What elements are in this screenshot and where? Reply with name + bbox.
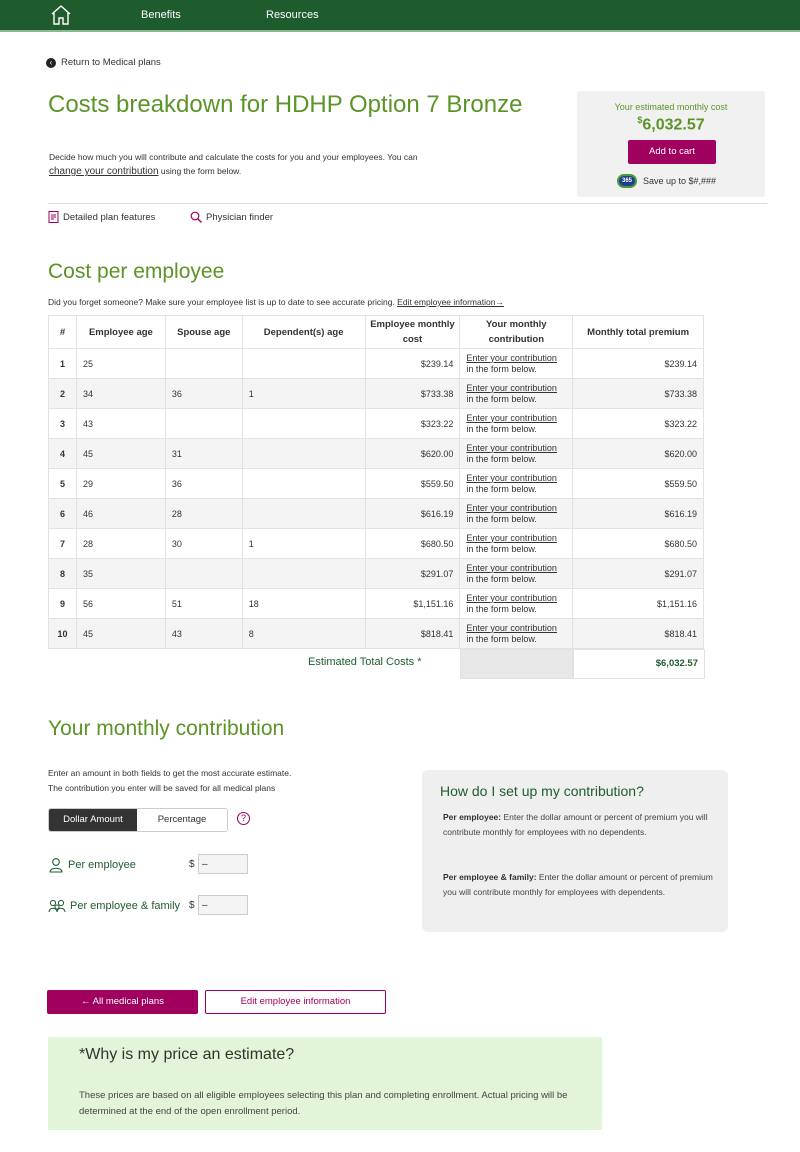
contribution-help-box (422, 770, 728, 932)
save-text: Save up to $#,### (643, 176, 717, 186)
document-icon (48, 211, 59, 223)
contribution-hint: in the form below. (466, 393, 537, 404)
contribution-hint: in the form below. (466, 573, 537, 584)
contribution-hint: in the form below. (466, 483, 537, 494)
total-premium: $323.22 (573, 409, 704, 439)
table-row (49, 529, 704, 559)
contribution-cell (460, 499, 573, 529)
per-employee-input[interactable] (198, 854, 248, 874)
nav-benefits[interactable]: Benefits (141, 9, 181, 21)
physician-finder-label: Physician finder (206, 211, 274, 223)
cost-section-title: Cost per employee (48, 260, 225, 283)
arrow-left-circle-icon: ‹ (46, 58, 56, 68)
plan-features-label: Detailed plan features (63, 211, 156, 223)
dependent-age: 8 (242, 619, 365, 649)
contribution-hint: in the form below. (466, 453, 537, 464)
table-header-row (49, 316, 704, 349)
spouse-age: 30 (165, 529, 242, 559)
estimate-amount (577, 115, 765, 134)
plan-features-link[interactable] (48, 211, 155, 223)
employee-cost: $733.38 (365, 379, 460, 409)
nav-resources[interactable]: Resources (266, 9, 319, 21)
contribution-hint: in the form below. (466, 513, 537, 524)
spouse-age: 28 (165, 499, 242, 529)
employee-age: 28 (76, 529, 165, 559)
col-header: Employee monthly cost (365, 316, 460, 349)
table-row (49, 439, 704, 469)
col-header: # (49, 316, 77, 349)
help-per-employee (443, 810, 713, 840)
spouse-age: 43 (165, 619, 242, 649)
contribution-cell (460, 559, 573, 589)
help-title: How do I set up my contribution? (440, 783, 644, 799)
person-icon (48, 857, 64, 873)
table-row (49, 409, 704, 439)
employee-age: 34 (76, 379, 165, 409)
row-number: 4 (49, 439, 77, 469)
total-label: Estimated Total Costs * (308, 656, 422, 668)
col-header: Dependent(s) age (242, 316, 365, 349)
currency-symbol: $ (189, 859, 195, 870)
contribution-cell (460, 409, 573, 439)
enter-contribution-link[interactable]: Enter your contribution (466, 442, 557, 453)
col-header: Spouse age (165, 316, 242, 349)
contribution-cell (460, 349, 573, 379)
employee-age: 46 (76, 499, 165, 529)
contribution-cell (460, 469, 573, 499)
estimate-box (577, 91, 765, 197)
total-premium: $291.07 (573, 559, 704, 589)
return-link[interactable] (46, 57, 161, 68)
divider (48, 203, 767, 204)
total-value: $6,032.57 (573, 649, 705, 679)
employee-age: 43 (76, 409, 165, 439)
dollar-amount-tab[interactable]: Dollar Amount (49, 809, 137, 831)
employee-cost: $818.41 (365, 619, 460, 649)
family-icon (48, 898, 66, 914)
dependent-age (242, 439, 365, 469)
row-number: 2 (49, 379, 77, 409)
contribution-info (48, 766, 291, 796)
change-contribution-link[interactable]: change your contribution (49, 166, 159, 177)
total-blank-cell (460, 649, 573, 679)
employee-age: 45 (76, 439, 165, 469)
employee-cost: $291.07 (365, 559, 460, 589)
employee-list-note (48, 297, 504, 307)
enter-contribution-link[interactable]: Enter your contribution (466, 622, 557, 633)
why-text: These prices are based on all eligible employees selecting this plan and completing enrollment. Actual pricing will be determined at the end of the open enrollment period. (79, 1090, 568, 1117)
save-note (617, 174, 716, 188)
dependent-age: 18 (242, 589, 365, 619)
percentage-tab[interactable]: Percentage (137, 809, 227, 831)
contribution-cell (460, 439, 573, 469)
dependent-age (242, 499, 365, 529)
physician-finder-link[interactable] (190, 211, 273, 223)
contribution-title: Your monthly contribution (48, 717, 285, 740)
contribution-hint: in the form below. (466, 363, 537, 374)
page-title: Costs breakdown for HDHP Option 7 Bronze (48, 91, 523, 118)
spouse-age (165, 559, 242, 589)
per-family-input[interactable] (198, 895, 248, 915)
table-row (49, 499, 704, 529)
enter-contribution-link[interactable]: Enter your contribution (466, 532, 557, 543)
employee-age: 35 (76, 559, 165, 589)
col-header: Your monthly contribution (460, 316, 573, 349)
enter-contribution-link[interactable]: Enter your contribution (466, 592, 557, 603)
contribution-cell (460, 619, 573, 649)
row-number: 7 (49, 529, 77, 559)
estimate-explanation-box (48, 1037, 602, 1130)
employee-cost: $559.50 (365, 469, 460, 499)
spouse-age (165, 409, 242, 439)
spouse-age: 31 (165, 439, 242, 469)
contribution-hint: in the form below. (466, 423, 537, 434)
row-number: 6 (49, 499, 77, 529)
contribution-hint: in the form below. (466, 633, 537, 644)
all-medical-plans-button[interactable]: ← All medical plans (47, 990, 198, 1014)
help-desc: Enter the dollar amount or percent of premium you will contribute monthly for employees with dependents. (443, 872, 713, 897)
employee-cost: $323.22 (365, 409, 460, 439)
info-line: Enter an amount in both fields to get the most accurate estimate. (48, 768, 292, 778)
note-text: Did you forget someone? Make sure your employee list is up to date to see accurate pricing. (48, 297, 398, 307)
row-number: 10 (49, 619, 77, 649)
contribution-cell (460, 529, 573, 559)
enter-contribution-link[interactable]: Enter your contribution (466, 382, 557, 393)
employee-age: 25 (76, 349, 165, 379)
enter-contribution-link[interactable]: Enter your contribution (466, 562, 557, 573)
cost-table (48, 315, 704, 649)
spouse-age: 51 (165, 589, 242, 619)
per-family-text: Per employee & family (70, 900, 181, 912)
total-premium: $559.50 (573, 469, 704, 499)
total-premium: $733.38 (573, 379, 704, 409)
dependent-age (242, 349, 365, 379)
enter-contribution-link[interactable]: Enter your contribution (466, 472, 557, 483)
table-row (49, 619, 704, 649)
total-premium: $239.14 (573, 349, 704, 379)
employee-cost: $1,151.16 (365, 589, 460, 619)
contribution-cell (460, 589, 573, 619)
col-header: Employee age (76, 316, 165, 349)
why-title: *Why is my price an estimate? (79, 1046, 295, 1063)
intro-body: Decide how much you will contribute and calculate the costs for you and your employees. You can (49, 152, 418, 162)
enter-contribution-link[interactable]: Enter your contribution (466, 412, 557, 423)
currency-symbol: $ (189, 900, 195, 911)
contribution-hint: in the form below. (466, 603, 537, 614)
employee-age: 29 (76, 469, 165, 499)
search-icon (190, 211, 202, 223)
365-badge-icon: 365 (617, 174, 637, 188)
table-row (49, 379, 704, 409)
dependent-age (242, 469, 365, 499)
table-row (49, 349, 704, 379)
dependent-age: 1 (242, 379, 365, 409)
estimate-currency: $ (637, 115, 643, 125)
total-premium: $1,151.16 (573, 589, 704, 619)
edit-employee-info-button[interactable]: Edit employee information (205, 990, 386, 1014)
employee-cost: $239.14 (365, 349, 460, 379)
total-premium: $818.41 (573, 619, 704, 649)
add-to-cart-button[interactable]: Add to cart (628, 140, 716, 164)
table-row (49, 589, 704, 619)
total-premium: $620.00 (573, 439, 704, 469)
help-term: Per employee & family: (443, 872, 537, 882)
help-term: Per employee: (443, 812, 502, 822)
enter-contribution-link[interactable]: Enter your contribution (466, 502, 557, 513)
employee-cost: $620.00 (365, 439, 460, 469)
per-employee-text: Per employee (68, 859, 136, 871)
contribution-hint: in the form below. (466, 543, 537, 554)
amount-type-toggle (48, 808, 228, 832)
row-number: 9 (49, 589, 77, 619)
info-line: The contribution you enter will be saved for all medical plans (48, 783, 276, 793)
return-link-label: Return to Medical plans (61, 57, 161, 68)
home-icon[interactable] (50, 4, 72, 26)
contribution-cell (460, 379, 573, 409)
intro-text (49, 150, 519, 179)
per-family-label (48, 898, 180, 914)
dependent-age (242, 559, 365, 589)
help-desc: Enter the dollar amount or percent of premium you will contribute monthly for employees with no dependents. (443, 812, 708, 837)
spouse-age (165, 349, 242, 379)
dependent-age (242, 409, 365, 439)
per-employee-label (48, 857, 136, 873)
help-icon[interactable]: ? (237, 812, 250, 825)
spouse-age: 36 (165, 379, 242, 409)
estimate-value: 6,032.57 (642, 116, 705, 134)
row-number: 8 (49, 559, 77, 589)
total-premium: $680.50 (573, 529, 704, 559)
employee-cost: $680.50 (365, 529, 460, 559)
intro-suffix: using the form below. (158, 166, 242, 176)
estimate-label: Your estimated monthly cost (614, 102, 728, 112)
top-nav-bar (0, 0, 800, 32)
row-number: 3 (49, 409, 77, 439)
edit-employee-link[interactable]: Edit employee information→ (397, 297, 504, 307)
employee-cost: $616.19 (365, 499, 460, 529)
total-premium: $616.19 (573, 499, 704, 529)
help-per-family (443, 870, 713, 900)
employee-age: 45 (76, 619, 165, 649)
enter-contribution-link[interactable]: Enter your contribution (466, 352, 557, 363)
col-header: Monthly total premium (573, 316, 704, 349)
row-number: 5 (49, 469, 77, 499)
dependent-age: 1 (242, 529, 365, 559)
table-row (49, 559, 704, 589)
table-row (49, 469, 704, 499)
employee-age: 56 (76, 589, 165, 619)
row-number: 1 (49, 349, 77, 379)
spouse-age: 36 (165, 469, 242, 499)
